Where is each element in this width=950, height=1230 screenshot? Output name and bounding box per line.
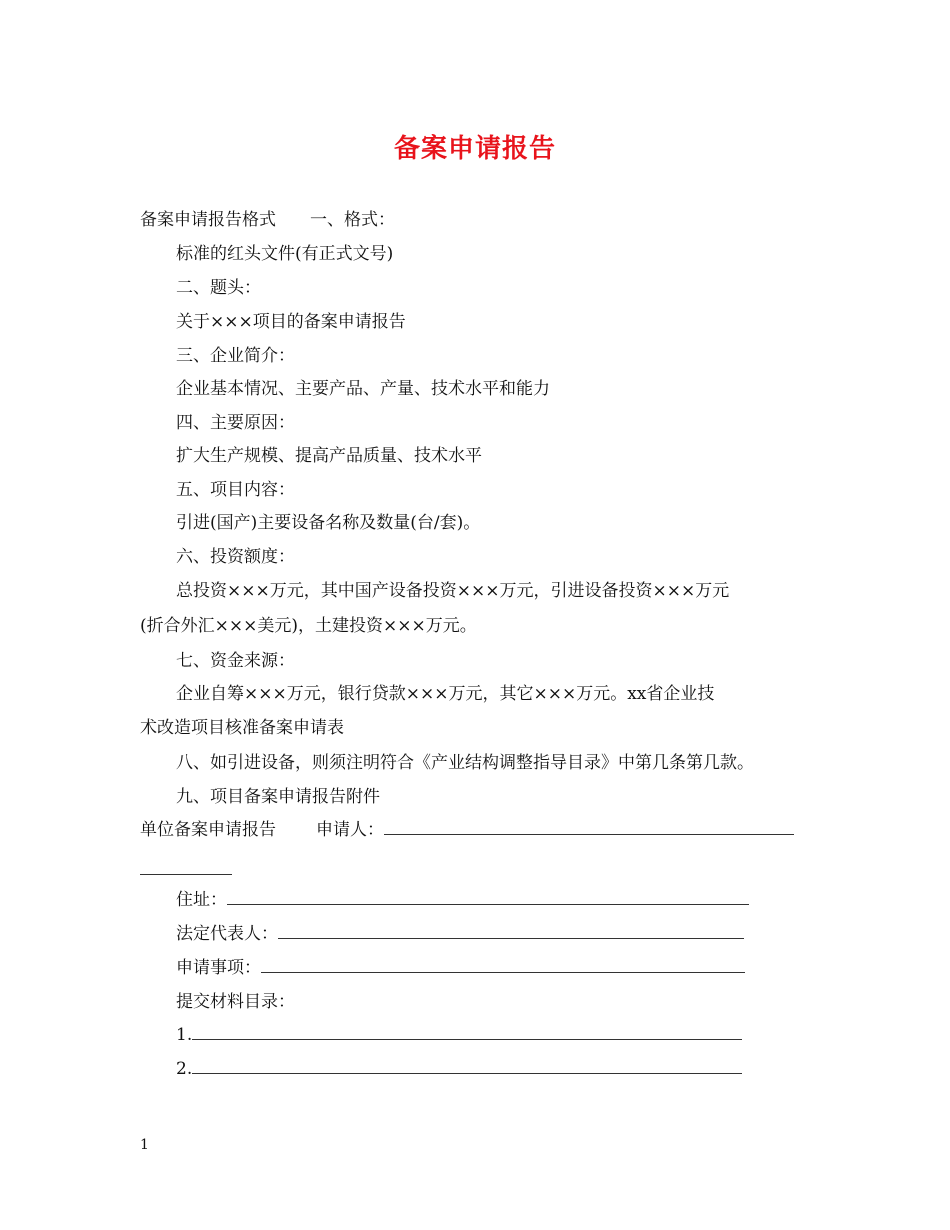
paragraph-line: 企业基本情况、主要产品、产量、技术水平和能力 bbox=[176, 379, 550, 399]
application-matter-blank[interactable] bbox=[261, 958, 745, 973]
paragraph-line: 总投资×××万元，其中国产设备投资×××万元，引进设备投资×××万元 bbox=[176, 581, 730, 601]
section-5-heading: 五、项目内容： bbox=[176, 480, 295, 500]
material-item-1-number: 1. bbox=[176, 1025, 193, 1045]
section-7-heading: 七、资金来源： bbox=[176, 651, 295, 671]
material-item-1 bbox=[176, 1024, 742, 1046]
section-4-heading: 四、主要原因： bbox=[176, 413, 295, 433]
paragraph-line: 扩大生产规模、提高产品质量、技术水平 bbox=[176, 446, 482, 466]
page-title: 备案申请报告 bbox=[393, 134, 556, 164]
format-heading: 备案申请报告格式 bbox=[140, 210, 276, 230]
legal-rep-label: 法定代表人： bbox=[176, 924, 278, 944]
paragraph-line: (折合外汇×××美元)，土建投资×××万元。 bbox=[140, 616, 477, 636]
material-item-1-blank[interactable] bbox=[192, 1025, 742, 1040]
address-line bbox=[176, 889, 749, 911]
applicant-blank-continued[interactable] bbox=[140, 860, 232, 875]
applicant-blank[interactable] bbox=[384, 820, 794, 835]
material-item-2-blank[interactable] bbox=[192, 1059, 742, 1074]
address-label: 住址： bbox=[176, 890, 227, 910]
legal-rep-blank[interactable] bbox=[278, 924, 744, 939]
format-heading-line bbox=[140, 209, 395, 231]
paragraph-line: 术改造项目核准备案申请表 bbox=[140, 718, 344, 738]
section-1-heading: 一、格式： bbox=[310, 210, 395, 230]
paragraph-line: 标准的红头文件(有正式文号) bbox=[176, 244, 394, 264]
material-item-2 bbox=[176, 1058, 742, 1080]
material-item-2-number: 2. bbox=[176, 1059, 193, 1079]
section-9-heading: 九、项目备案申请报告附件 bbox=[176, 787, 380, 807]
section-3-heading: 三、企业简介： bbox=[176, 346, 295, 366]
address-blank[interactable] bbox=[227, 890, 749, 905]
section-2-heading: 二、题头： bbox=[176, 278, 261, 298]
page-number: 1 bbox=[140, 1137, 149, 1153]
unit-report-label: 单位备案申请报告 bbox=[140, 820, 276, 840]
section-8-heading: 八、如引进设备，则须注明符合《产业结构调整指导目录》中第几条第几款。 bbox=[176, 753, 754, 773]
application-matter-line bbox=[176, 957, 745, 979]
applicant-line bbox=[140, 819, 794, 841]
applicant-label: 申请人： bbox=[316, 820, 384, 840]
section-6-heading: 六、投资额度： bbox=[176, 547, 295, 567]
paragraph-line: 引进(国产)主要设备名称及数量(台/套)。 bbox=[176, 513, 481, 533]
paragraph-line: 关于×××项目的备案申请报告 bbox=[176, 312, 406, 332]
paragraph-line: 企业自筹×××万元，银行贷款×××万元，其它×××万元。xx省企业技 bbox=[176, 684, 715, 704]
materials-heading: 提交材料目录： bbox=[176, 992, 295, 1012]
legal-rep-line bbox=[176, 923, 744, 945]
application-matter-label: 申请事项： bbox=[176, 958, 261, 978]
